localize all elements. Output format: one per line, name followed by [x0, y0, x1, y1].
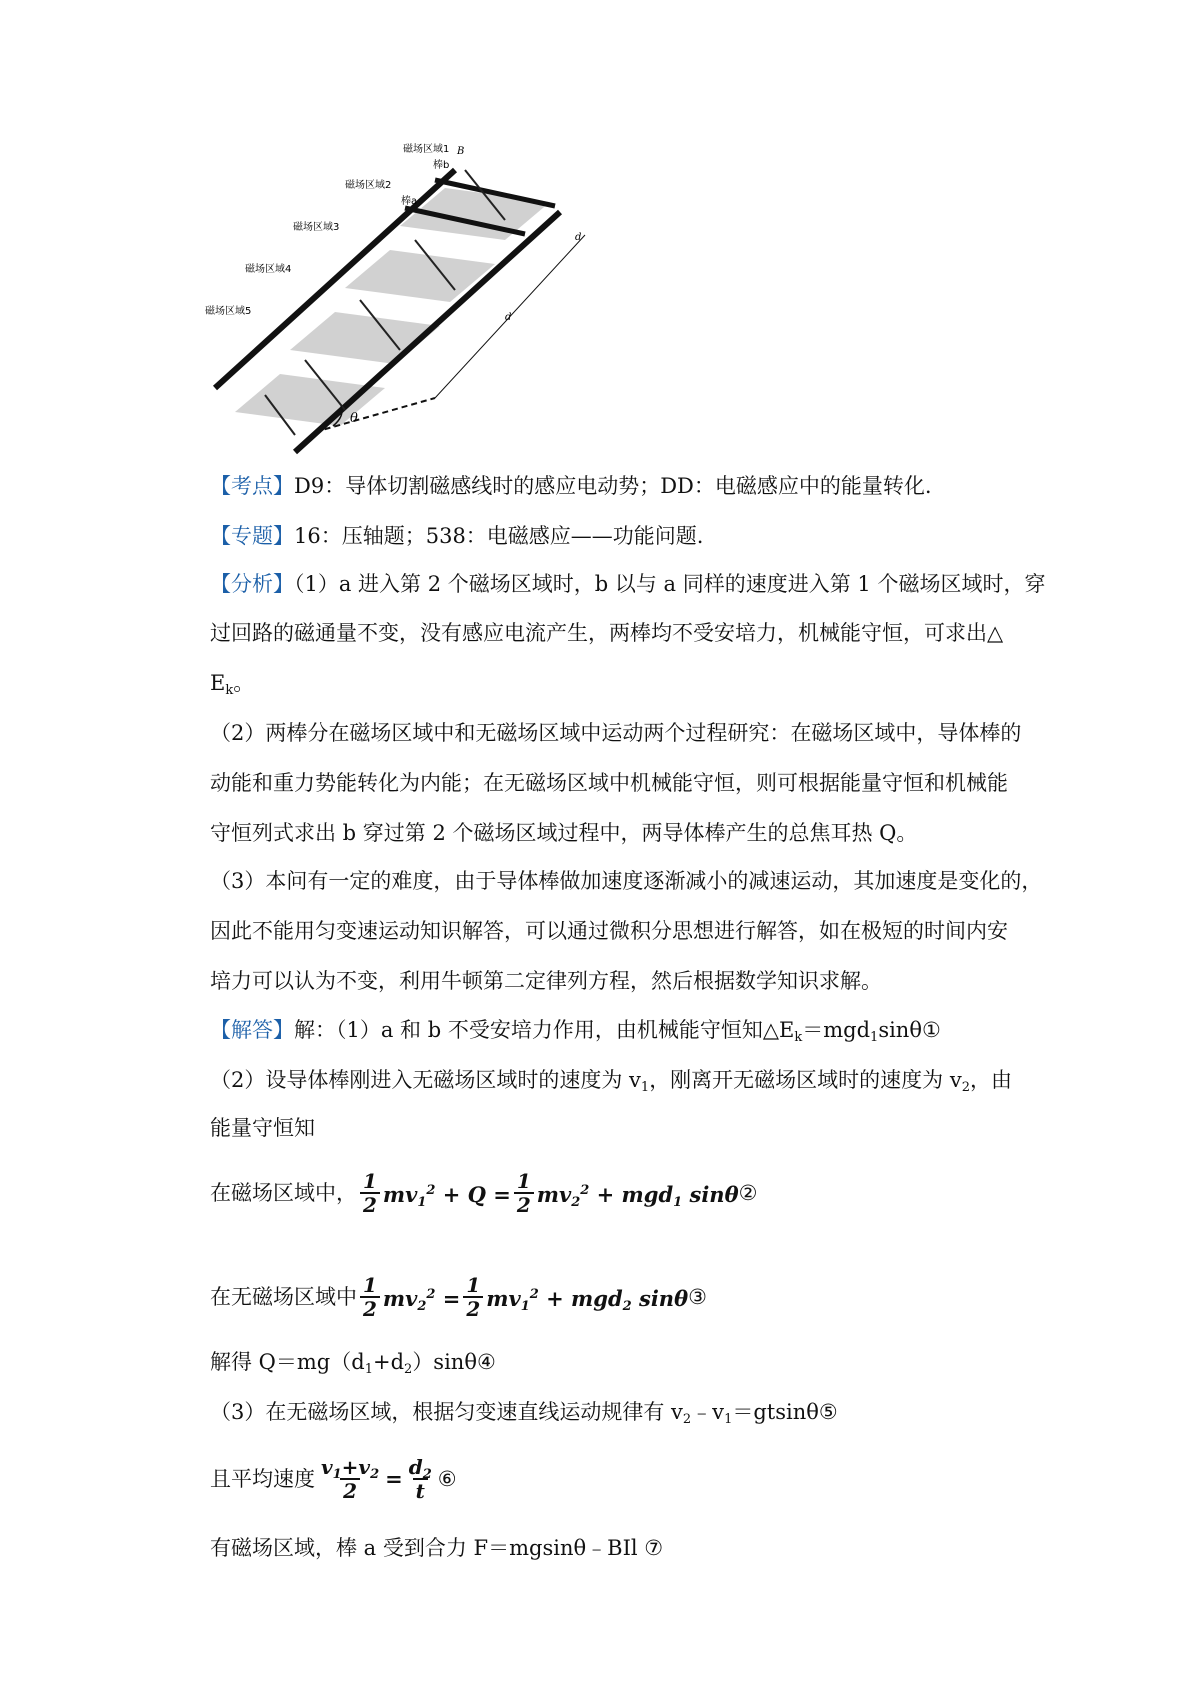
label-zone-1: 磁场区域1 — [403, 144, 450, 155]
jieda-line-1: 【解答】解：（1）a 和 b 不受安培力作用，由机械能守恒知$\triangle E_k=mgd_1\sin\theta ①$ — [210, 1018, 941, 1045]
kaodian-text: D9：导体切割磁感线时的感应电动势；DD：电磁感应中的能量转化. — [294, 474, 932, 498]
label-d2: d — [505, 312, 512, 323]
equation-5: （3）在无磁场区域，根据匀变速直线运动规律有 $v_2﹣v_1=gtsin\theta ⑤$ — [210, 1400, 838, 1427]
equation-6: 且平均速度 $\frac{v_1+v_2}{2}$ = $\frac{d_2}{t}$ ⑥ — [210, 1455, 457, 1503]
jieda-p2-line-2: 能量守恒知 — [210, 1116, 315, 1140]
label-zone-5: 磁场区域5 — [205, 306, 252, 317]
label-zone-4: 磁场区域4 — [245, 264, 292, 275]
equation-7: 有磁场区域，棒 a 受到合力 F＝mgsinθ﹣BIl ⑦ — [210, 1536, 664, 1560]
label-theta: θ — [350, 411, 358, 426]
equation-4: 解得 $Q=mg(d_1+d_2)\sin\theta ④$ — [210, 1350, 496, 1377]
fenxi-tag: 【分析】 — [210, 572, 294, 596]
fenxi-line-3: $E_k$。 — [210, 671, 255, 698]
fenxi-p3-line-1: （3）本问有一定的难度，由于导体棒做加速度逐渐减小的减速运动，其加速度是变化的， — [210, 869, 1043, 893]
label-rod-a: 棒a — [401, 196, 418, 207]
label-zone-2: 磁场区域2 — [345, 180, 392, 191]
fenxi-line-2: 过回路的磁通量不变，没有感应电流产生，两棒均不受安培力，机械能守恒，可求出△ — [210, 621, 1004, 645]
label-field-b: B — [457, 146, 465, 157]
zhuanti-line — [210, 522, 703, 550]
fenxi-p3-line-3: 培力可以认为不变，利用牛顿第二定律列方程，然后根据数学知识求解。 — [210, 969, 882, 993]
fenxi-p3-line-2: 因此不能用匀变速运动知识解答，可以通过微积分思想进行解答，如在极短的时间内安 — [210, 919, 1008, 943]
label-zone-3: 磁场区域3 — [293, 222, 340, 233]
fenxi-p2-line-2: 动能和重力势能转化为内能；在无磁场区域中机械能守恒，则可根据能量守恒和机械能 — [210, 771, 1008, 795]
jieda-tag: 【解答】 — [210, 1018, 294, 1042]
kaodian-tag: 【考点】 — [210, 474, 294, 498]
fenxi-p2-line-1: （2）两棒分在磁场区域中和无磁场区域中运动两个过程研究：在磁场区域中，导体棒的 — [210, 721, 1022, 745]
label-rod-b: 棒b — [433, 160, 450, 171]
equation-3: 在无磁场区域中 $\frac{1}{2}$ $mv_2^2$ = $\frac{1}{2}$ $mv_1^2 + mgd_2$ sinθ ③ — [210, 1273, 707, 1321]
zhuanti-tag: 【专题】 — [210, 524, 294, 548]
jieda-p2-line-1: （2）设导体棒刚进入无磁场区域时的速度为 $v_1$，刚离开无磁场区域时的速度为 $v_2$，由 — [210, 1068, 1013, 1095]
magnetic-zones-figure — [205, 140, 645, 462]
fenxi-p2-line-3: 守恒列式求出 b 穿过第 2 个磁场区域过程中，两导体棒产生的总焦耳热 Q。 — [210, 821, 918, 845]
equation-2: 在磁场区域中， $\frac{1}{2}$ $mv_1^2 + Q$ = $\frac{1}{2}$ $mv_2^2 + mgd_1$ sinθ ② — [210, 1169, 758, 1217]
label-d1: d — [575, 232, 582, 243]
zhuanti-text: 16：压轴题；538：电磁感应——功能问题. — [294, 524, 704, 548]
kaodian-line — [210, 472, 932, 500]
fenxi-line-1: 【分析】（1）a 进入第 2 个磁场区域时，b 以与 a 同样的速度进入第 1 个磁场区域时，穿 — [210, 572, 1046, 596]
